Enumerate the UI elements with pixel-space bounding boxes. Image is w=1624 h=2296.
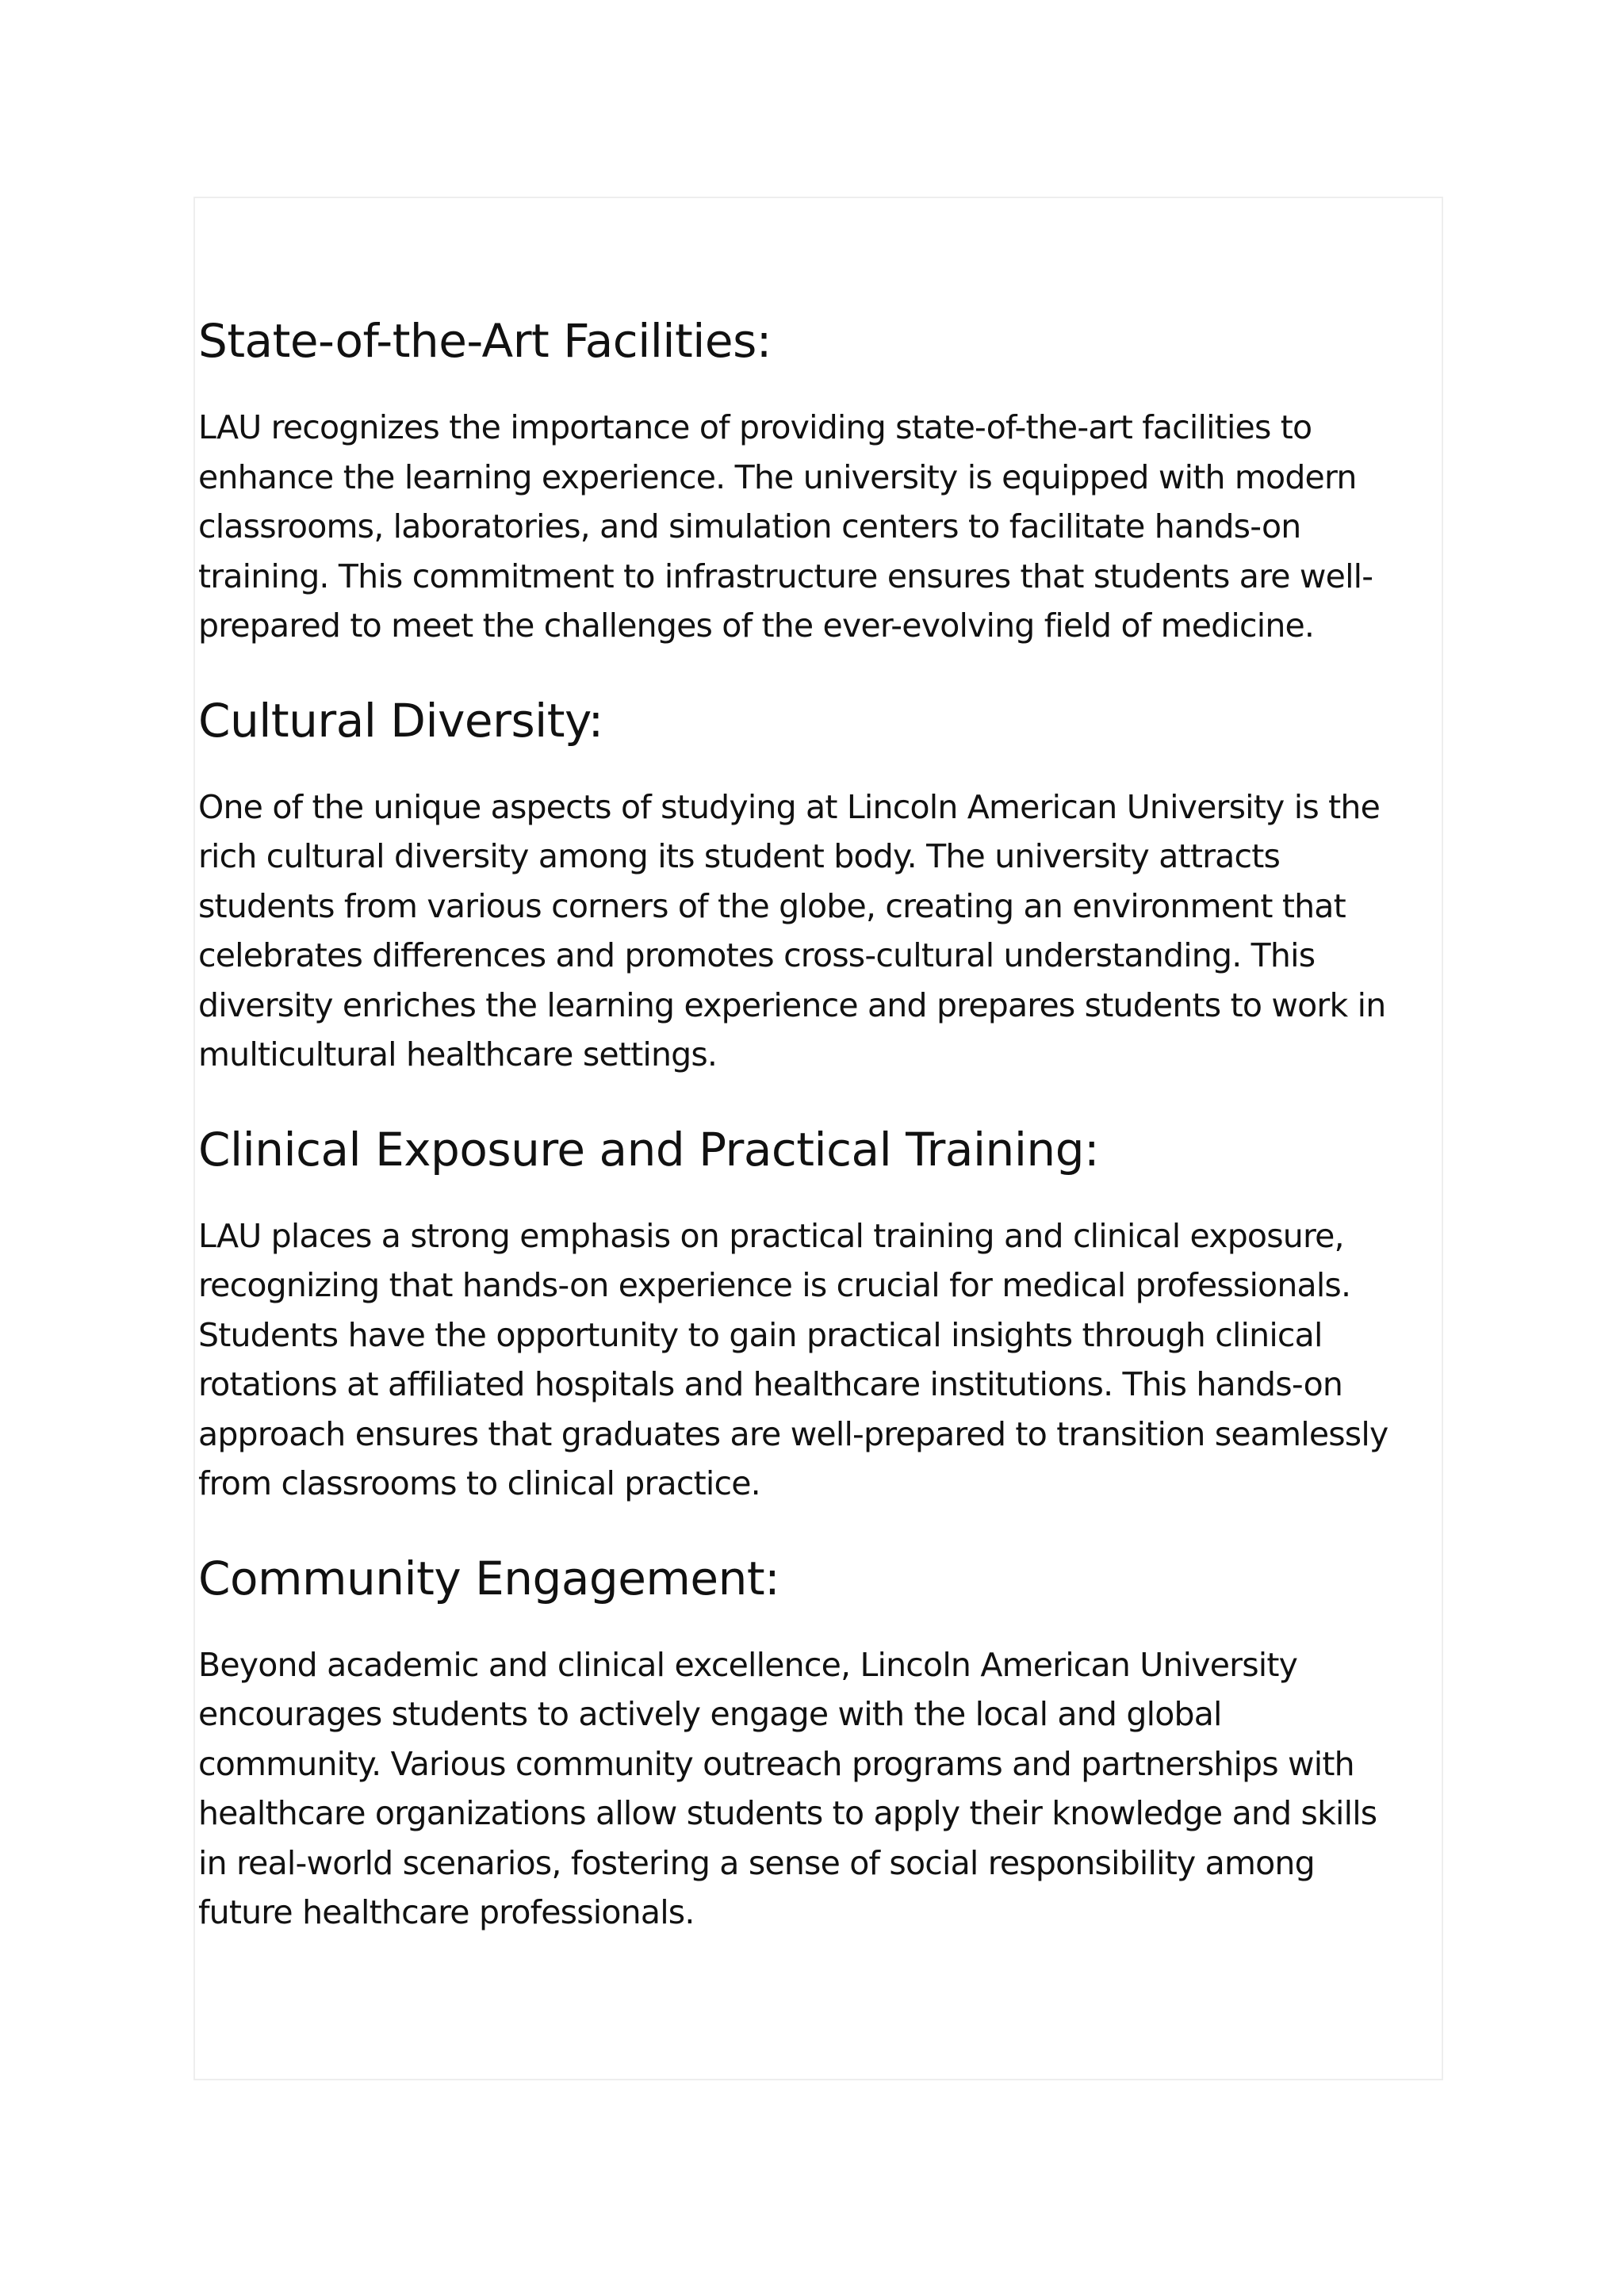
text-line: enhance the learning experience. The university is equipped with modern <box>198 457 1357 496</box>
text-line: in real-world scenarios, fostering a sense of social responsibility among <box>198 1843 1315 1882</box>
text-line: rich cultural diversity among its student body. The university attracts <box>198 837 1281 875</box>
text-line: healthcare organizations allow students to apply their knowledge and skills <box>198 1794 1377 1832</box>
text-line: classrooms, laboratories, and simulation centers to facilitate hands-on <box>198 507 1301 545</box>
text-line: LAU recognizes the importance of providing state-of-the-art facilities to <box>198 408 1312 446</box>
text-line: from classrooms to clinical practice. <box>198 1464 760 1502</box>
section-body-clinical-exposure <box>198 1211 1443 1509</box>
section-heading-cultural-diversity: Cultural Diversity: <box>198 693 603 748</box>
section-body-cultural-diversity <box>198 783 1443 1080</box>
document-content <box>198 309 1443 1976</box>
section-body-facilities <box>198 403 1443 651</box>
text-line: students from various corners of the globe, creating an environment that <box>198 886 1346 925</box>
text-line: diversity enriches the learning experience and prepares students to work in <box>198 985 1386 1024</box>
text-line: multicultural healthcare settings. <box>198 1035 718 1073</box>
section-heading-community-engagement: Community Engagement: <box>198 1551 780 1605</box>
text-line: LAU places a strong emphasis on practical training and clinical exposure, <box>198 1216 1344 1255</box>
section-heading-clinical-exposure: Clinical Exposure and Practical Training: <box>198 1122 1100 1177</box>
text-line: rotations at affiliated hospitals and healthcare institutions. This hands-on <box>198 1365 1343 1403</box>
text-line: recognizing that hands-on experience is crucial for medical professionals. <box>198 1266 1351 1304</box>
text-line: community. Various community outreach programs and partnerships with <box>198 1744 1354 1783</box>
text-line: future healthcare professionals. <box>198 1893 695 1931</box>
text-line: One of the unique aspects of studying at Lincoln American University is the <box>198 787 1381 826</box>
text-line: Beyond academic and clinical excellence, Lincoln American University <box>198 1645 1298 1684</box>
text-line: prepared to meet the challenges of the ever-evolving field of medicine. <box>198 607 1315 645</box>
text-line: training. This commitment to infrastructure ensures that students are well- <box>198 557 1373 595</box>
section-heading-facilities: State-of-the-Art Facilities: <box>198 314 772 368</box>
text-line: encourages students to actively engage with the local and global <box>198 1695 1222 1733</box>
text-line: approach ensures that graduates are well-prepared to transition seamlessly <box>198 1414 1388 1453</box>
section-body-community-engagement <box>198 1640 1443 1938</box>
text-line: Students have the opportunity to gain practical insights through clinical <box>198 1315 1323 1354</box>
text-line: celebrates differences and promotes cross-cultural understanding. This <box>198 936 1316 974</box>
